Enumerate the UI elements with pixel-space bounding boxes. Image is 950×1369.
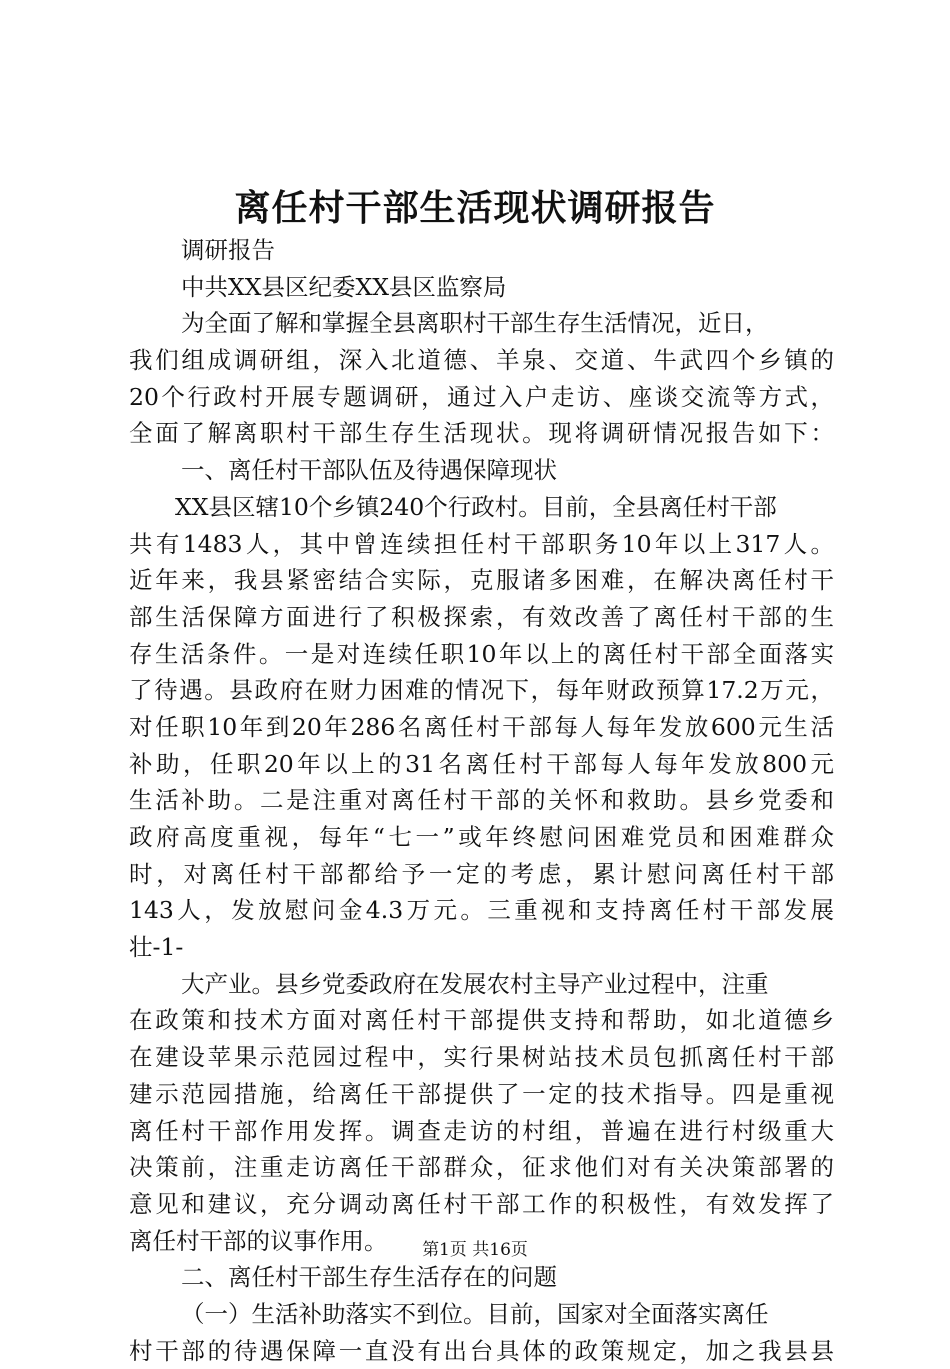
text-line: 建示范园措施，给离任干部提供了一定的技术指导。四是重视	[129, 1079, 834, 1108]
text-line: 意见和建议，充分调动离任村干部工作的积极性，有效发挥了	[129, 1189, 834, 1218]
document-body	[129, 232, 834, 1369]
text-line: 了待遇。县政府在财力困难的情况下，每年财政预算17.2万元，	[129, 676, 834, 705]
section-heading: 一、离任村干部队伍及待遇保障现状	[181, 456, 557, 485]
text-line: 共有1483人，其中曾连续担任村干部职务10年以上317人。	[129, 529, 834, 558]
text-line: 在政策和技术方面对离任村干部提供支持和帮助，如北道德乡	[129, 1006, 834, 1035]
text-line: 为全面了解和掌握全县离职村干部生存生活情况，近日，	[181, 309, 769, 338]
text-line: 我们组成调研组，深入北道德、羊泉、交道、牛武四个乡镇的	[129, 346, 834, 375]
text-line: 对任职10年到20年286名离任村干部每人每年发放600元生活	[129, 712, 834, 741]
text-line: 中共XX县区纪委XX县区监察局	[181, 272, 507, 301]
text-line: 调研报告	[181, 236, 275, 264]
text-line: 近年来，我县紧密结合实际，克服诸多困难，在解决离任村干	[129, 566, 834, 595]
text-line: 决策前，注重走访离任干部群众，征求他们对有关决策部署的	[129, 1153, 834, 1182]
section-heading: 二、离任村干部生存生活存在的问题	[181, 1263, 557, 1292]
text-line: 大产业。县乡党委政府在发展农村主导产业过程中，注重	[181, 969, 769, 998]
text-line: 补助，任职20年以上的31名离任村干部每人每年发放800元	[129, 749, 834, 778]
text-line: XX县区辖10个乡镇240个行政村。目前，全县离任村干部	[175, 492, 777, 521]
text-line: 存生活条件。一是对连续任职10年以上的离任村干部全面落实	[129, 639, 834, 668]
text-line: 生活补助。二是注重对离任村干部的关怀和救助。县乡党委和	[129, 786, 834, 815]
text-line: （一）生活补助落实不到位。目前，国家对全面落实离任	[181, 1299, 769, 1328]
page-footer: 第1页 共16页	[422, 1240, 528, 1260]
text-line: 村干部的待遇保障一直没有出台具体的政策规定，加之我县县	[129, 1336, 834, 1365]
text-line: 全面了解离职村干部生存生活现状。现将调研情况报告如下：	[129, 419, 834, 448]
text-line: 政府高度重视，每年“七一”或年终慰问困难党员和困难群众	[129, 823, 834, 851]
text-line: 时，对离任村干部都给予一定的考虑，累计慰问离任村干部	[129, 859, 834, 888]
text-line: 部生活保障方面进行了积极探索，有效改善了离任村干部的生	[129, 602, 834, 631]
document-title: 离任村干部生活现状调研报告	[234, 187, 716, 229]
text-line: 20个行政村开展专题调研，通过入户走访、座谈交流等方式，	[129, 382, 834, 411]
text-line: 143人，发放慰问金4.3万元。三重视和支持离任村干部发展	[129, 896, 834, 925]
text-line: 在建设苹果示范园过程中，实行果树站技术员包抓离任村干部	[129, 1043, 834, 1072]
text-line: 离任村干部的议事作用。	[129, 1226, 388, 1255]
page-marker-line: 壮-1-	[129, 933, 184, 962]
text-line: 离任村干部作用发挥。调查走访的村组，普遍在进行村级重大	[129, 1116, 834, 1145]
